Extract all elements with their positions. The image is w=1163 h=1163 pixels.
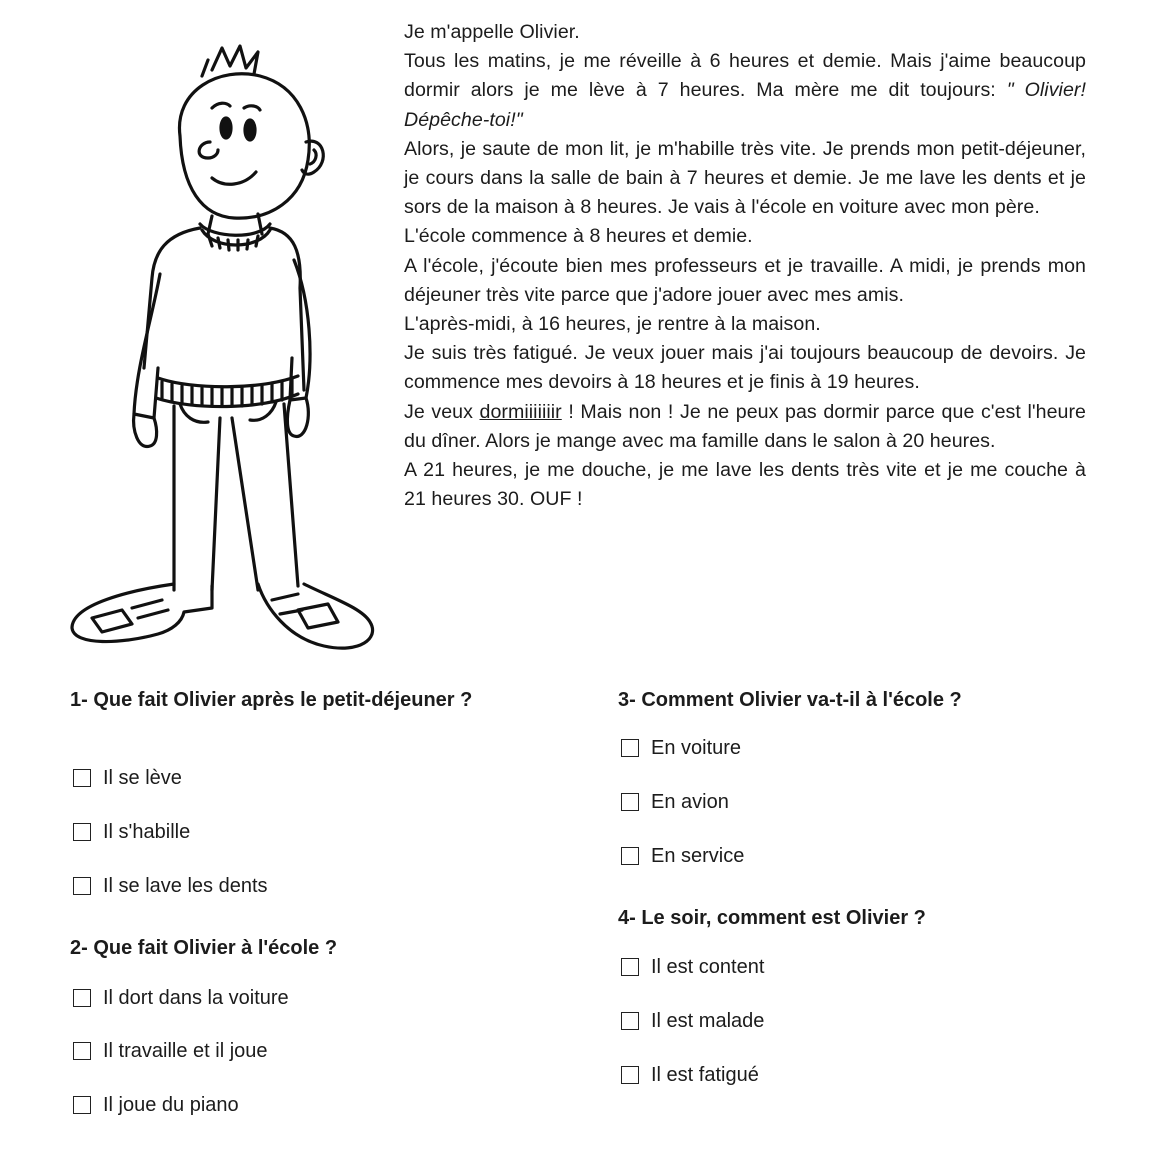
story-paragraph-6: L'après-midi, à 16 heures, je rentre à la maison. xyxy=(404,313,821,336)
story-paragraph-8 xyxy=(404,398,1086,456)
checkbox[interactable] xyxy=(73,877,91,895)
checkbox[interactable] xyxy=(73,989,91,1007)
q3-option-1[interactable]: En voiture xyxy=(621,736,741,760)
story-p8-end: ! Mais non ! Je ne peux pas dormir parce que c'est l'heure du dîner. Alors je mange avec ma famille dans le salon à 20 heures. xyxy=(404,400,1086,452)
question-2-title: 2- Que fait Olivier à l'école ? xyxy=(70,937,338,959)
checkbox[interactable] xyxy=(621,793,639,811)
checkbox[interactable] xyxy=(73,823,91,841)
q4-option-1[interactable]: Il est content xyxy=(621,955,764,979)
story-line-1: Je m'appelle Olivier. xyxy=(404,21,580,43)
story-p8-start: Je veux xyxy=(404,400,480,423)
checkbox[interactable] xyxy=(621,1012,639,1030)
story-paragraph-5: A l'école, j'écoute bien mes professeurs et je travaille. A midi, je prends mon déjeuner très vite parce que j'adore jouer avec mes amis. xyxy=(404,254,1086,306)
q1-option-2[interactable]: Il s'habille xyxy=(73,820,190,844)
q1-option-3[interactable]: Il se lave les dents xyxy=(73,874,268,898)
story-paragraph-9: A 21 heures, je me douche, je me lave les dents très vite et je me couche à 21 heures 30. OUF ! xyxy=(404,459,1086,511)
question-2 xyxy=(70,934,540,1134)
checkbox[interactable] xyxy=(73,769,91,787)
story-paragraph-3: Alors, je saute de mon lit, je m'habille très vite. Je prends mon petit-déjeuner, je cours dans la salle de bain à 7 heures et demie. Je me lave les dents et je sors de la maison à 8 heures. Je vais à l'école en voiture avec mon père. xyxy=(404,137,1086,219)
story-paragraph-7: Je suis très fatigué. Je veux jouer mais j'ai toujours beaucoup de devoirs. Je commence mes devoirs à 18 heures et je finis à 19 heures. xyxy=(404,342,1086,394)
question-3-title: 3- Comment Olivier va-t-il à l'école ? xyxy=(618,689,962,711)
q2-option-1[interactable]: Il dort dans la voiture xyxy=(73,986,289,1010)
q3-option-2[interactable]: En avion xyxy=(621,790,729,814)
checkbox[interactable] xyxy=(73,1042,91,1060)
checkbox[interactable] xyxy=(621,847,639,865)
q2-option-2[interactable]: Il travaille et il joue xyxy=(73,1039,268,1063)
checkbox[interactable] xyxy=(621,739,639,757)
question-1-title: 1- Que fait Olivier après le petit-déjeuner ? xyxy=(70,689,473,711)
question-3 xyxy=(618,686,1098,886)
dormir-word: dormiiiiiiir xyxy=(479,400,562,423)
checkbox[interactable] xyxy=(73,1096,91,1114)
checkbox[interactable] xyxy=(621,958,639,976)
question-1 xyxy=(70,686,540,926)
q2-option-3[interactable]: Il joue du piano xyxy=(73,1093,239,1117)
olivier-illustration xyxy=(62,38,382,658)
q4-option-2[interactable]: Il est malade xyxy=(621,1009,764,1033)
question-4 xyxy=(618,904,1098,1104)
q3-option-3[interactable]: En service xyxy=(621,844,744,868)
question-4-title: 4- Le soir, comment est Olivier ? xyxy=(618,907,926,929)
q4-option-3[interactable]: Il est fatigué xyxy=(621,1063,759,1087)
q1-option-1[interactable]: Il se lève xyxy=(73,766,182,790)
mother-quote: " Olivier! Dépêche-toi!" xyxy=(404,79,1086,131)
story-text xyxy=(404,18,1086,514)
checkbox[interactable] xyxy=(621,1066,639,1084)
story-p2-text: Tous les matins, je me réveille à 6 heures et demie. Mais j'aime beaucoup dormir alors je me lève à 7 heures. Ma mère me dit toujours: xyxy=(404,50,1086,102)
story-paragraph-2 xyxy=(404,47,1086,135)
story-paragraph-4: L'école commence à 8 heures et demie. xyxy=(404,225,753,248)
